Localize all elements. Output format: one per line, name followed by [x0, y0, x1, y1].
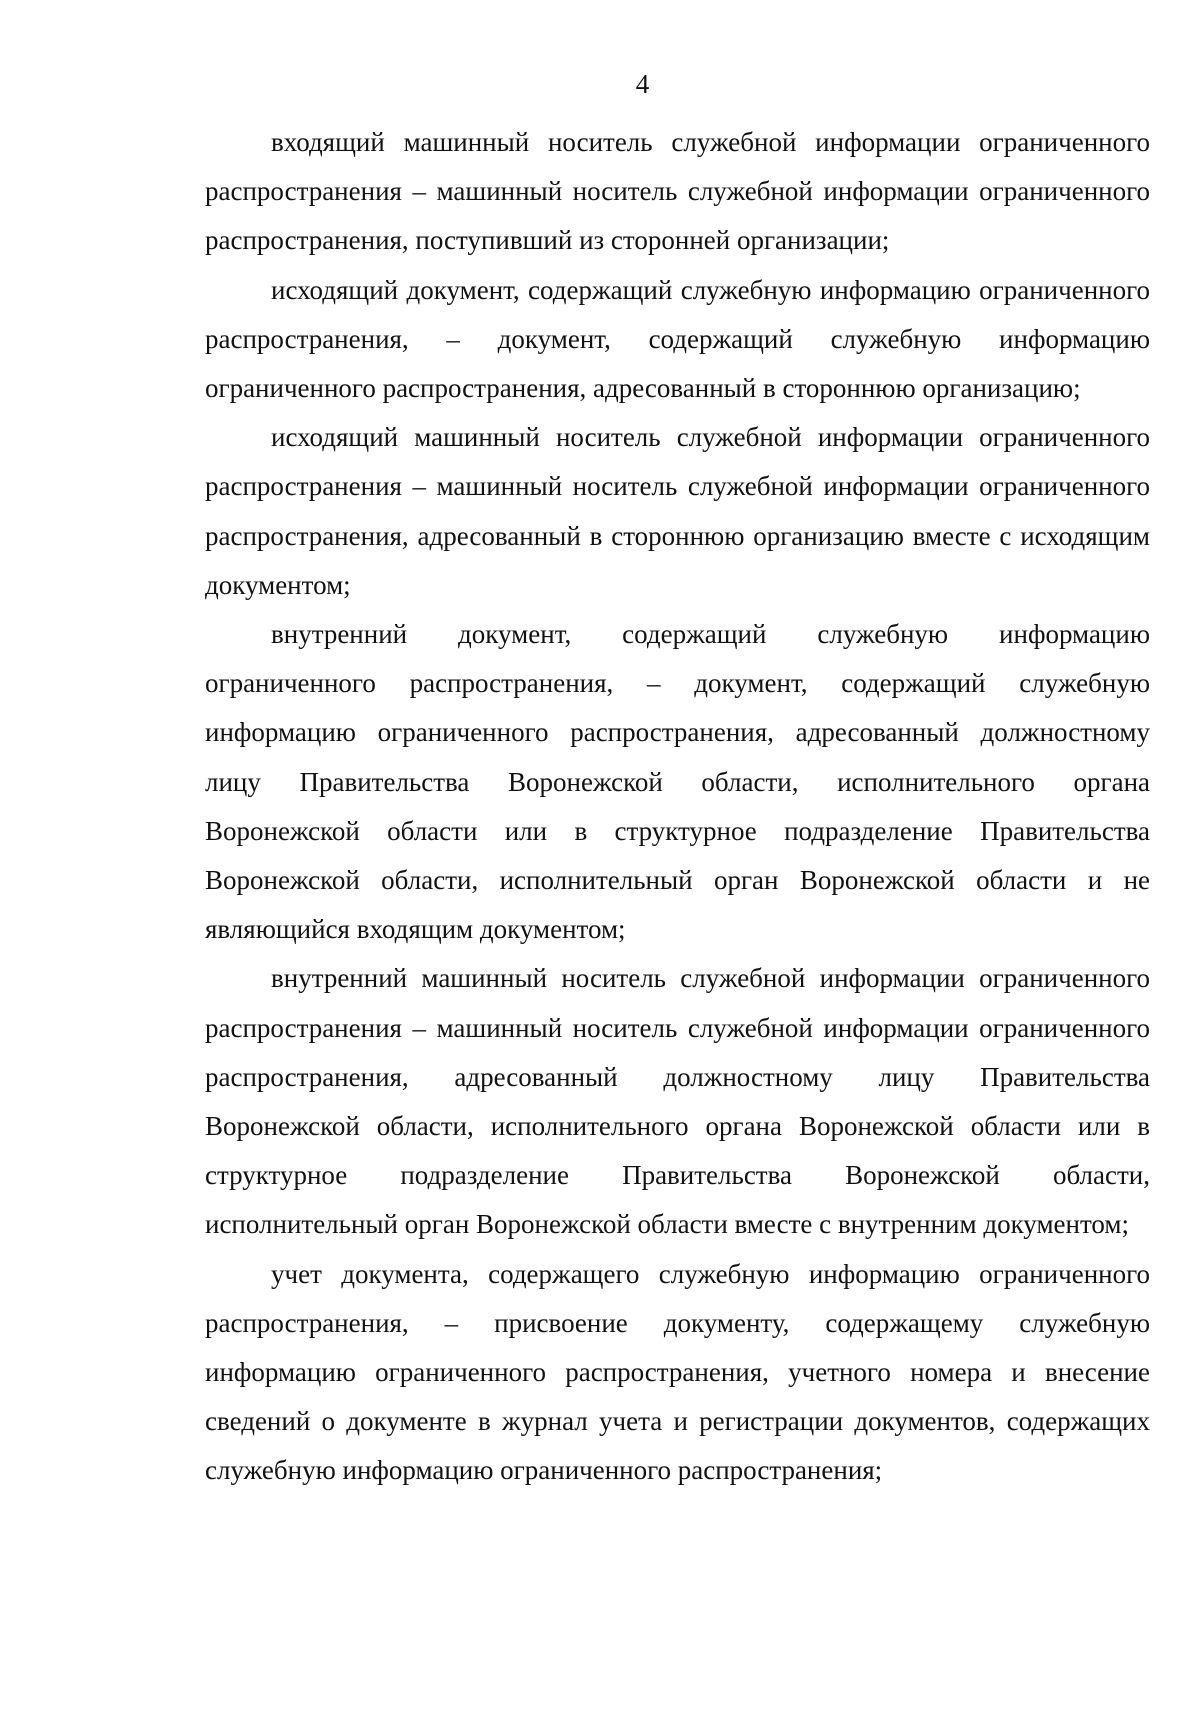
definition-paragraph: исходящий машинный носитель служебной информации ограниченного распространения – машинный носитель служебной информации ограниченного распространения, адресованный в стороннюю организацию вместе с исходящим документом; — [205, 422, 1150, 600]
document-body — [205, 118, 1150, 1496]
page-number: 4 — [635, 69, 650, 99]
definition-paragraph: исходящий документ, содержащий служебную информацию ограниченного распространения, – документ, содержащий служебную информацию ограниченного распространения, адресованный в стороннюю организацию; — [205, 274, 1150, 404]
definition-paragraph: внутренний документ, содержащий служебную информацию ограниченного распространения, – документ, содержащий служебную информацию ограниченного распространения, адресованный должностному лицу Правительства Воронежской области, исполнительного органа Воронежской области или в структурное подразделение Правительства Воронежской области, исполнительный орган Воронежской области и не являющийся входящим документом; — [205, 619, 1150, 945]
definition-paragraph: входящий машинный носитель служебной информации ограниченного распространения – машинный носитель служебной информации ограниченного распространения, поступивший из сторонней организации; — [205, 127, 1150, 256]
definition-paragraph: внутренний машинный носитель служебной информации ограниченного распространения – машинный носитель служебной информации ограниченного распространения, адресованный должностному лицу Правительства Воронежской области, исполнительного органа Воронежской области или в структурное подразделение Правительства Воронежской области, исполнительный орган Воронежской области вместе с внутренним документом; — [205, 963, 1150, 1240]
definition-paragraph: учет документа, содержащего служебную информацию ограниченного распространения, – присвоение документу, содержащему служебную информацию ограниченного распространения, учетного номера и внесение сведений о документе в журнал учета и регистрации документов, содержащих служебную информацию ограниченного распространения; — [205, 1258, 1150, 1486]
